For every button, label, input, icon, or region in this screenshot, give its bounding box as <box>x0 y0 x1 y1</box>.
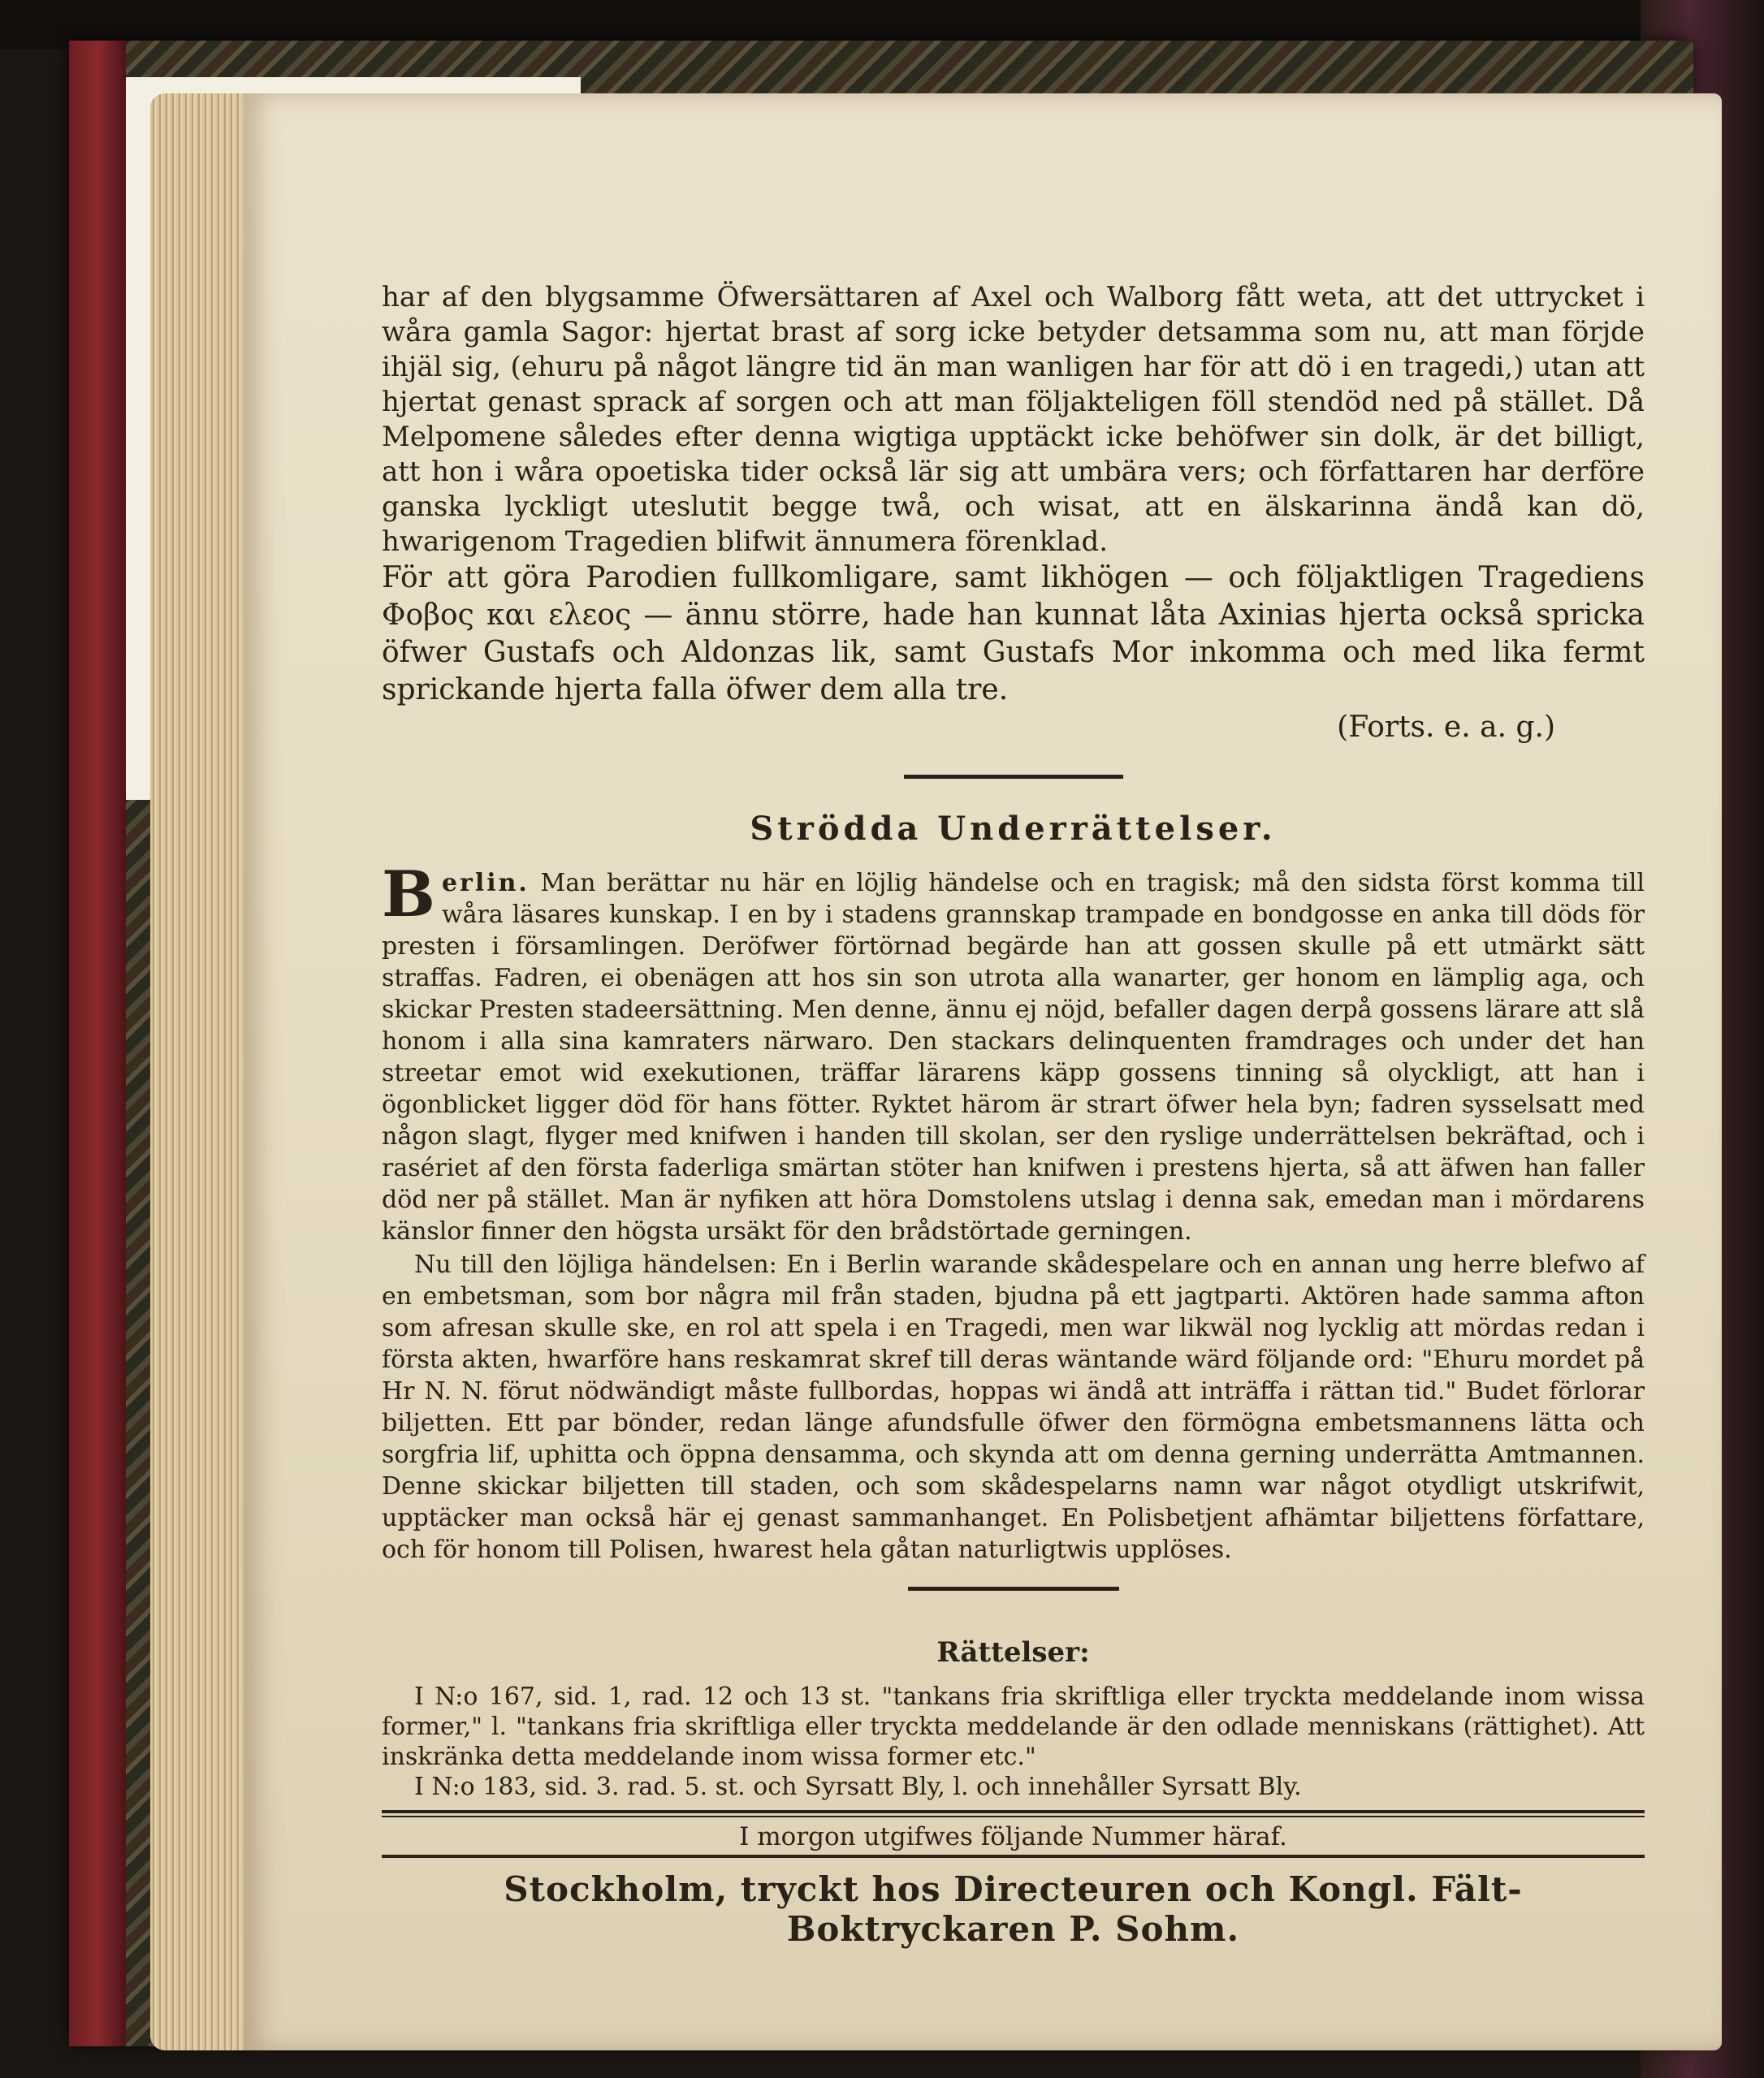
news-dateline: erlin. <box>441 869 530 897</box>
continuation-line <box>382 711 1645 744</box>
news-paragraph-second: Nu till den löjliga händelsen: En i Berlin warande skådespelare och en annan ung herre blefwo af en embetsman, som bor några mil från staden, bjudna på ett jagtparti. Aktören hade samma afton som afresan skulle ske, en rol att spela i en Tragedi, men war likwäl nog lycklig att mördas redan i första akten, hwarföre hans reskamrat skref till deras wäntande wärd följande ord: "Ehuru mordet på Hr N. N. förut nödwändigt måste fullbordas, hoppas wi ändå att inträffa i rättan tid." Budet förlorar biljetten. Ett par bönder, redan länge afundsfulle öfwer den förmögna embetsmannens lätta och sorgfria lif, uphitta och öppna densamma, och skynda att om denna gerning underrätta Amtmannen. Denne skickar biljetten till staden, och som skådespelarns namn war något otydligt utskrifwit, upptäcker man också här ej genast sammanhanget. En Polisbetjent afhämtar biljettens författare, och för honom till Polisen, hwarest hela gåtan naturligtwis upplöses. <box>382 1251 1645 1564</box>
next-issue-announcement: I morgon utgifwes följande Nummer häraf. <box>739 1822 1287 1851</box>
page-edges <box>150 93 252 2050</box>
news-paragraph-text: Man berättar nu här en löjlig händelse och en tragisk; må den sidsta först komma till wåra läsares kunskap. I en by i stadens grannskap trampade en bondgosse en anka till döds för presten i församlingen. Deröfwer förtörnad begärde han att gossen skulle på ett utmärkt sätt straffas. Fadren, ei obenägen att hos sin son utrota alla wanarter, ger honom en lämplig aga, och skickar Presten stadeersättning. Men denne, ännu ej nöjd, befaller dagen derpå gossens lärare att slå honom i alla sina kamraters närwaro. Den stackars delinquenten framdrages och under det han streetar emot wid exekutionen, träffar lärarens käpp gossens tinning så olyckligt, att han i ögonblicket ligger död för hans fötter. Ryktet härom är strart öfwer hela byn; fadren sysselsatt med någon slagt, flyger med knifwen i handen till skolan, ser den ryslige underrättelsen bekräftad, och i rasériet af den första faderliga smärtan stöter han knifwen i prestens hjerta, så att äfwen han faller död ner på stället. Man är nyfiken att höra Domstolens utslag i denna sak, emedan man i mördarens känslor finner den högsta ursäkt för den brådstörtade gerningen. <box>382 869 1645 1246</box>
cover-binding-edge <box>69 41 126 2046</box>
news-section-title: Strödda Underrättelser. <box>750 810 1277 848</box>
corrections-title: Rättelser: <box>936 1636 1090 1669</box>
news-paragraph-berlin <box>382 858 1645 1247</box>
section-divider <box>908 1587 1119 1591</box>
article-paragraph-large: För att göra Parodien fullkomligare, samt likhögen — och följaktligen Tragediens Φοβος και ελεος — ännu större, hade han kunnat låta Axinias hjerta också spricka öfwer Gustafs och Aldonzas lik, samt Gustafs Mor inkomma och med lika fermt sprickande hjerta falla öfwer dem alla tre. <box>382 561 1645 706</box>
printer-imprint: Stockholm, tryckt hos Directeuren och Kongl. Fält-Boktryckaren P. Sohm. <box>504 1869 1523 1949</box>
drop-cap-initial: B <box>382 858 435 931</box>
footer-double-rule <box>382 1810 1645 1817</box>
correction-item: I N:o 183, sid. 3. rad. 5. st. och Syrsatt Bly, l. och innehåller Syrsatt Bly. <box>414 1773 1302 1801</box>
article-paragraph: har af den blygsamme Öfwersättaren af Axel och Walborg fått weta, att det uttrycket i wåra gamla Sagor: hjertat brast af sorg icke betyder detsamma som nu, att man förjde ihjäl sig, (ehuru på något längre tid än man wanligen har för att dö i en tragedi,) utan att hjertat genast sprack af sorgen och att man följakteligen föll stendöd ned på stället. Då Melpomene således efter denna wigtiga upptäckt icke behöfwer sin dolk, är det billigt, att hon i wåra opoetiska tider också lär sig att umbära vers; och författaren har derföre ganska lyckligt uteslutit begge twå, och wisat, att en älskarinna ändå kan dö, hwarigenom Tragedien blifwit ännumera förenklad. <box>382 281 1645 558</box>
page-text-block <box>382 280 1645 1949</box>
continuation-note: (Forts. e. a. g.) <box>1337 711 1555 744</box>
correction-item: I N:o 167, sid. 1, rad. 12 och 13 st. "tankans fria skriftliga eller tryckta meddelande inom wissa former," l. "tankans fria skriftliga eller tryckta meddelande är den odlade menniskans (rättighet). Att inskränka detta meddelande inom wissa former etc." <box>382 1683 1645 1771</box>
footer-rule <box>382 1855 1645 1858</box>
section-divider <box>904 775 1123 779</box>
